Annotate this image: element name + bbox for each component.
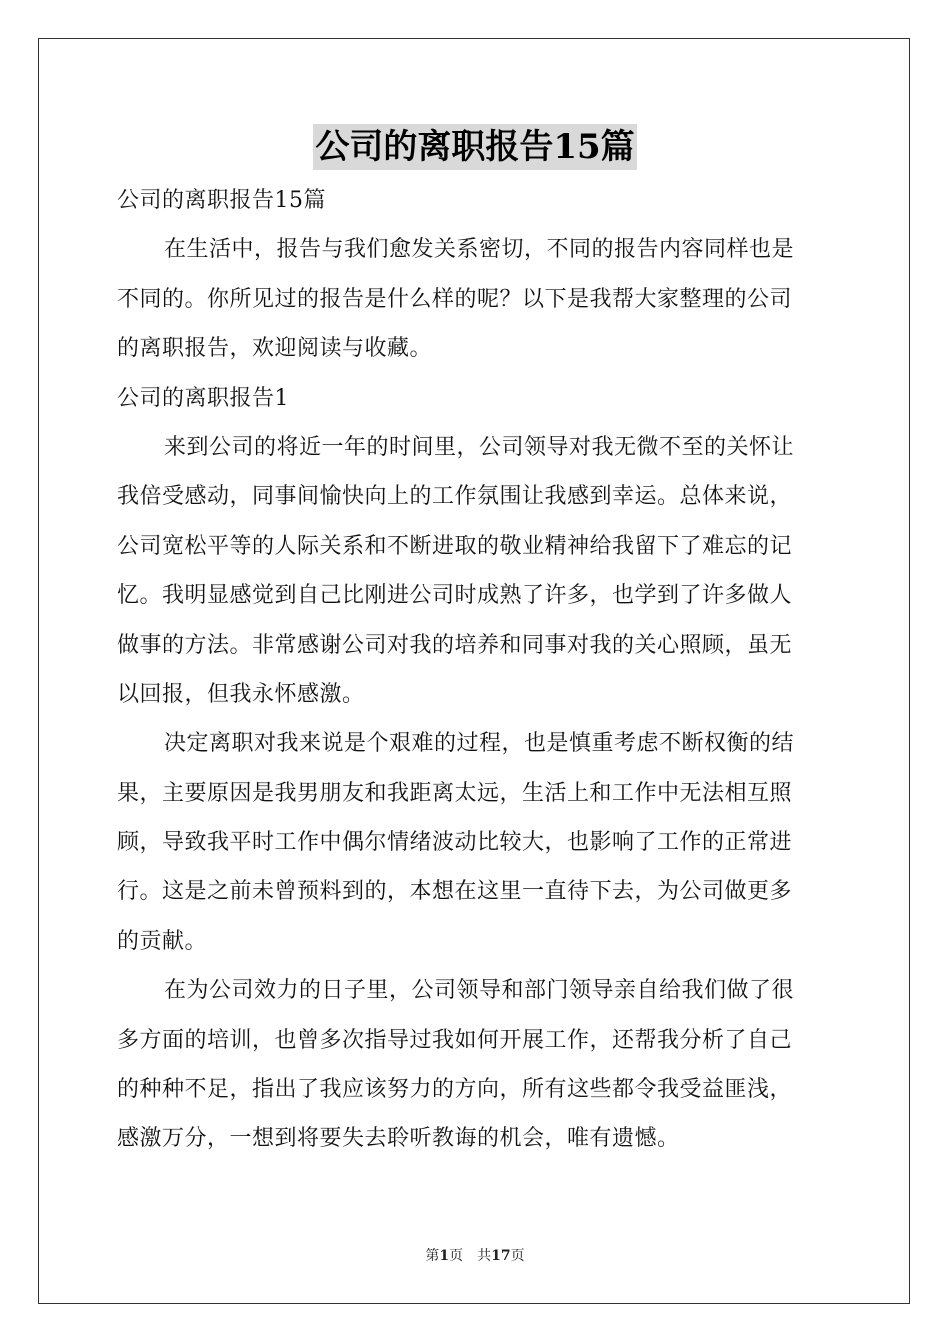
paragraph-line: 的种种不足，指出了我应该努力的方向，所有这些都令我受益匪浅， bbox=[117, 1077, 793, 1103]
section-paragraph-2 bbox=[117, 719, 833, 966]
paragraph-line: 顾，导致我平时工作中偶尔情绪波动比较大，也影响了工作的正常进 bbox=[117, 830, 793, 856]
document-body bbox=[117, 176, 833, 1164]
page-footer bbox=[0, 1245, 950, 1265]
title-container bbox=[0, 124, 950, 170]
paragraph-line: 来到公司的将近一年的时间里，公司领导对我无微不至的关怀让 bbox=[164, 434, 795, 460]
document-title: 公司的离职报告15篇 bbox=[313, 124, 636, 170]
section-heading: 公司的离职报告1 bbox=[117, 385, 289, 411]
paragraph-line: 感激万分，一想到将要失去聆听教诲的机会，唯有遗憾。 bbox=[117, 1126, 680, 1152]
page-number: 1 bbox=[439, 1248, 450, 1264]
paragraph-line: 果，主要原因是我男朋友和我距离太远，生活上和工作中无法相互照 bbox=[117, 780, 793, 806]
paragraph-line: 的贡献。 bbox=[117, 928, 208, 954]
intro-paragraph bbox=[117, 225, 833, 373]
paragraph-line: 多方面的培训，也曾多次指导过我如何开展工作，还帮我分析了自己 bbox=[117, 1027, 793, 1053]
section-paragraph-1 bbox=[117, 423, 833, 719]
page-suffix: 页 bbox=[449, 1248, 464, 1264]
total-suffix: 页 bbox=[510, 1248, 525, 1264]
page-prefix: 第 bbox=[425, 1248, 440, 1264]
document-subtitle: 公司的离职报告15篇 bbox=[117, 188, 326, 213]
paragraph-line: 行。这是之前未曾预料到的，本想在这里一直待下去，为公司做更多 bbox=[117, 879, 793, 905]
paragraph-line: 的离职报告，欢迎阅读与收藏。 bbox=[117, 336, 433, 362]
paragraph-line: 在生活中，报告与我们愈发关系密切，不同的报告内容同样也是 bbox=[164, 237, 795, 263]
paragraph-line: 以回报，但我永怀感激。 bbox=[117, 681, 365, 707]
total-pages: 17 bbox=[491, 1248, 511, 1264]
total-prefix: 共 bbox=[477, 1248, 492, 1264]
paragraph-line: 做事的方法。非常感谢公司对我的培养和同事对我的关心照顾，虽无 bbox=[117, 632, 793, 658]
section-paragraph-3 bbox=[117, 966, 833, 1164]
paragraph-line: 我倍受感动，同事间愉快向上的工作氛围让我感到幸运。总体来说， bbox=[117, 484, 793, 510]
paragraph-line: 不同的。你所见过的报告是什么样的呢？以下是我帮大家整理的公司 bbox=[117, 286, 793, 312]
paragraph-line: 忆。我明显感觉到自己比刚进公司时成熟了许多，也学到了许多做人 bbox=[117, 583, 793, 609]
paragraph-line: 公司宽松平等的人际关系和不断进取的敬业精神给我留下了难忘的记 bbox=[117, 533, 793, 559]
paragraph-line: 决定离职对我来说是个艰难的过程，也是慎重考虑不断权衡的结 bbox=[164, 731, 795, 757]
paragraph-line: 在为公司效力的日子里，公司领导和部门领导亲自给我们做了很 bbox=[164, 978, 795, 1004]
